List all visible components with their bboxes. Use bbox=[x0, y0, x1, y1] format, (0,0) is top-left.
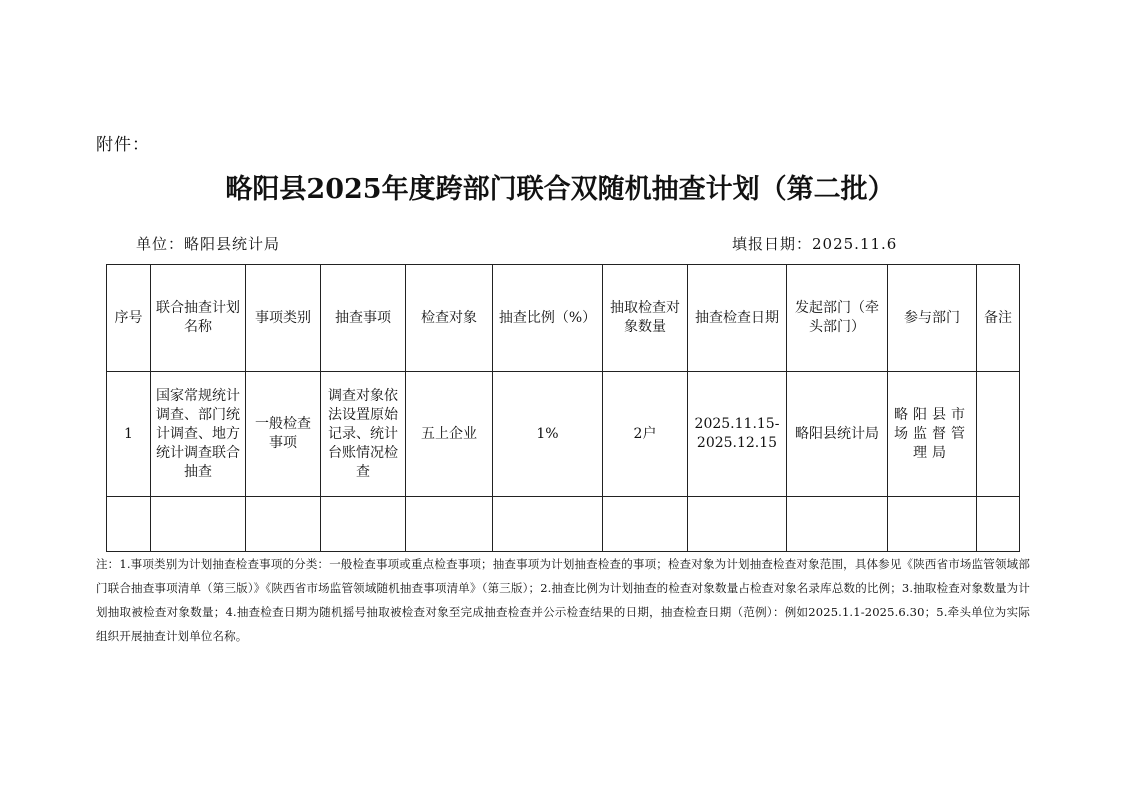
empty-cell bbox=[406, 497, 493, 552]
empty-cell bbox=[977, 497, 1020, 552]
empty-cell bbox=[321, 497, 406, 552]
header-date: 抽查检查日期 bbox=[688, 265, 787, 372]
cell-check-item: 调查对象依法设置原始记录、统计台账情况检查 bbox=[321, 372, 406, 497]
cell-check-object: 五上企业 bbox=[406, 372, 493, 497]
header-participant: 参与部门 bbox=[888, 265, 977, 372]
inspection-plan-table bbox=[106, 264, 1020, 552]
header-ratio: 抽查比例（%） bbox=[493, 265, 603, 372]
table-row-empty bbox=[107, 497, 1020, 552]
header-seq: 序号 bbox=[107, 265, 151, 372]
cell-ratio: 1% bbox=[493, 372, 603, 497]
table-notes: 注：1.事项类别为计划抽查检查事项的分类：一般检查事项或重点检查事项；抽查事项为计划抽查检查的事项；检查对象为计划抽查检查对象范围，具体参见《陕西省市场监管领域部门联合抽查事项清单（第三版）》《陕西省市场监管领域随机抽查事项清单》（第三版）；2.抽查比例为计划抽查的检查对象数量占检查对象名录库总数的比例；3.抽取检查对象数量为计划抽取被检查对象数量；4.抽查检查日期为随机摇号抽取被检查对象至完成抽查检查并公示检查结果的日期，抽查检查日期（范例）：例如2025.1.1-2025.6.30；5.牵头单位为实际组织开展抽查计划单位名称。 bbox=[96, 557, 1030, 643]
empty-cell bbox=[688, 497, 787, 552]
header-count: 抽取检查对象数量 bbox=[603, 265, 688, 372]
header-item-type: 事项类别 bbox=[246, 265, 321, 372]
cell-initiator: 略阳县统计局 bbox=[787, 372, 888, 497]
fill-date: 填报日期：2025.11.6 bbox=[732, 235, 898, 253]
cell-remark bbox=[977, 372, 1020, 497]
cell-count: 2户 bbox=[603, 372, 688, 497]
cell-seq: 1 bbox=[107, 372, 151, 497]
empty-cell bbox=[888, 497, 977, 552]
cell-date: 2025.11.15-2025.12.15 bbox=[688, 372, 787, 497]
empty-cell bbox=[107, 497, 151, 552]
empty-cell bbox=[151, 497, 246, 552]
header-check-item: 抽查事项 bbox=[321, 265, 406, 372]
table-row bbox=[107, 372, 1020, 497]
reporting-unit: 单位：略阳县统计局 bbox=[136, 235, 281, 253]
cell-participant: 略阳县市场监督管理局 bbox=[888, 372, 977, 497]
header-initiator: 发起部门（牵头部门） bbox=[787, 265, 888, 372]
cell-item-type: 一般检查事项 bbox=[246, 372, 321, 497]
header-check-object: 检查对象 bbox=[406, 265, 493, 372]
header-remark: 备注 bbox=[977, 265, 1020, 372]
empty-cell bbox=[493, 497, 603, 552]
header-plan-name: 联合抽查计划名称 bbox=[151, 265, 246, 372]
empty-cell bbox=[603, 497, 688, 552]
empty-cell bbox=[246, 497, 321, 552]
table-header-row bbox=[107, 265, 1020, 372]
attachment-label: 附件： bbox=[96, 135, 150, 155]
document-title: 略阳县2025年度跨部门联合双随机抽查计划（第二批） bbox=[225, 174, 895, 205]
empty-cell bbox=[787, 497, 888, 552]
cell-plan-name: 国家常规统计调查、部门统计调查、地方统计调查联合抽查 bbox=[151, 372, 246, 497]
